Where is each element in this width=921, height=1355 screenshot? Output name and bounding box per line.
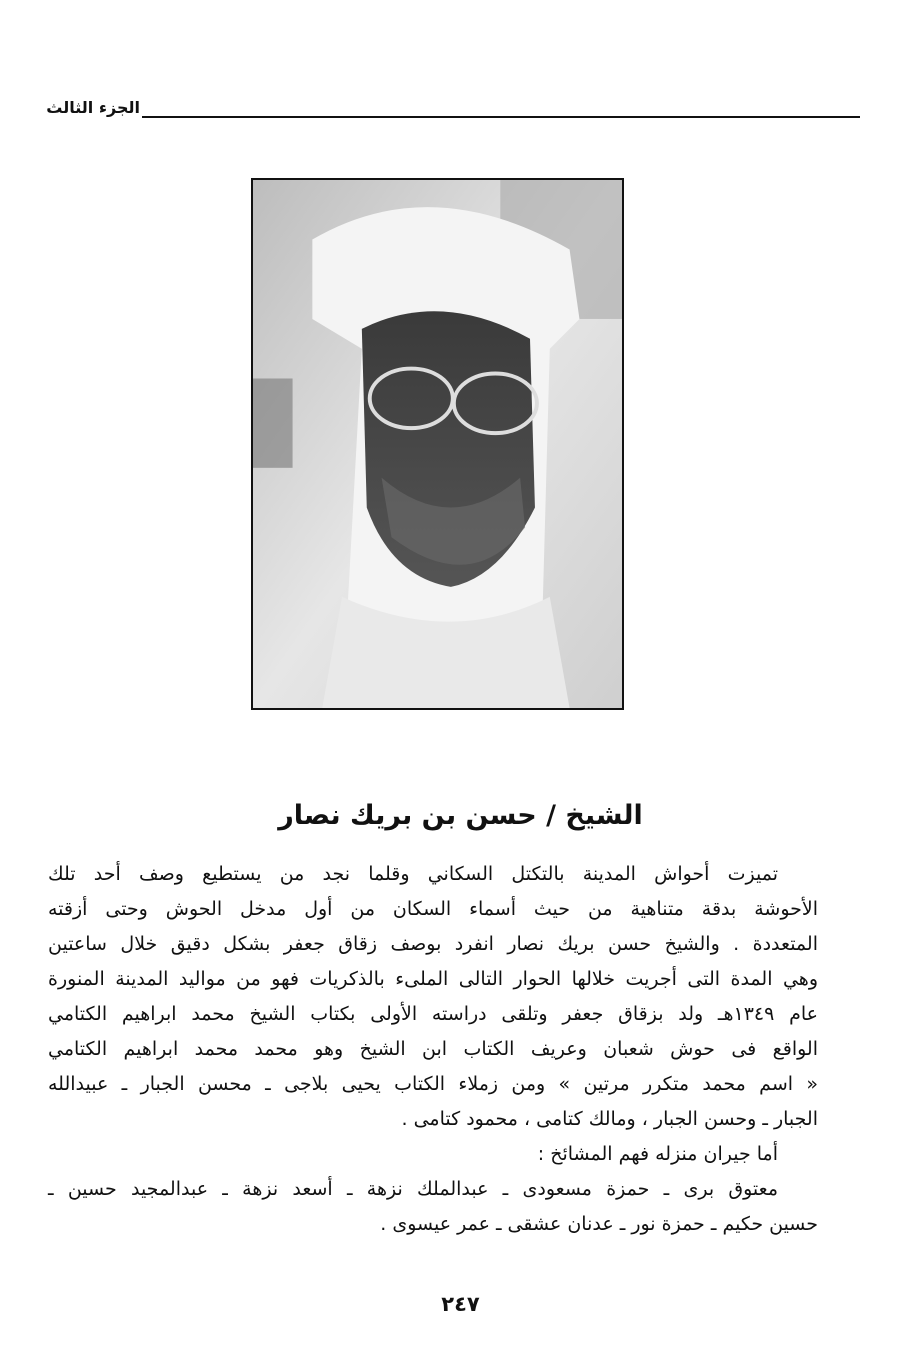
portrait-photo <box>251 178 624 710</box>
article-title: الشيخ / حسن بن بريك نصار <box>278 800 643 831</box>
body-line: الواقع فى حوش شعبان وعريف الكتاب ابن الشيخ وهو محمد محمد ابراهيم الكتامي <box>48 1038 818 1060</box>
running-header <box>46 92 860 124</box>
body-line: المتعددة . والشيخ حسن بريك نصار انفرد بوصف زقاق جعفر بشكل دقيق خلال ساعتين <box>48 933 818 955</box>
body-line: وهي المدة التى أجريت خلالها الحوار التالى الملىء بالذكريات فهو من مواليد المدينة المنورة <box>48 968 818 990</box>
article-body <box>48 857 818 1242</box>
header-rule <box>142 116 860 118</box>
body-line: عام ١٣٤٩هـ ولد بزقاق جعفر وتلقى دراسته الأولى بكتاب الشيخ محمد ابراهيم الكتامي <box>48 1003 818 1025</box>
body-line: « اسم محمد متكرر مرتين » ومن زملاء الكتاب يحيى بلاجى ـ محسن الجبار ـ عبيدالله <box>48 1073 818 1095</box>
body-line: تميزت أحواش المدينة بالتكتل السكاني وقلما نجد من يستطيع وصف أحد تلك <box>48 863 778 885</box>
body-line: الأحوشة بدقة متناهية من حيث أسماء السكان من أول مدخل الحوش وحتى أزقته <box>48 898 818 920</box>
body-line: حسين حكيم ـ حمزة نور ـ عدنان عشقى ـ عمر عيسوى . <box>380 1213 818 1235</box>
portrait-illustration <box>253 180 622 708</box>
body-line: معتوق برى ـ حمزة مسعودى ـ عبدالملك نزهة ـ أسعد نزهة ـ عبدالمجيد حسين ـ <box>48 1178 778 1200</box>
page-number: ٢٤٧ <box>441 1292 480 1316</box>
body-line: أما جيران منزله فهم المشائخ : <box>537 1143 778 1165</box>
body-line: الجبار ـ وحسن الجبار ، ومالك كتامى ، محمود كتامى . <box>401 1108 818 1130</box>
header-title: الجزء الثالث <box>46 98 140 117</box>
